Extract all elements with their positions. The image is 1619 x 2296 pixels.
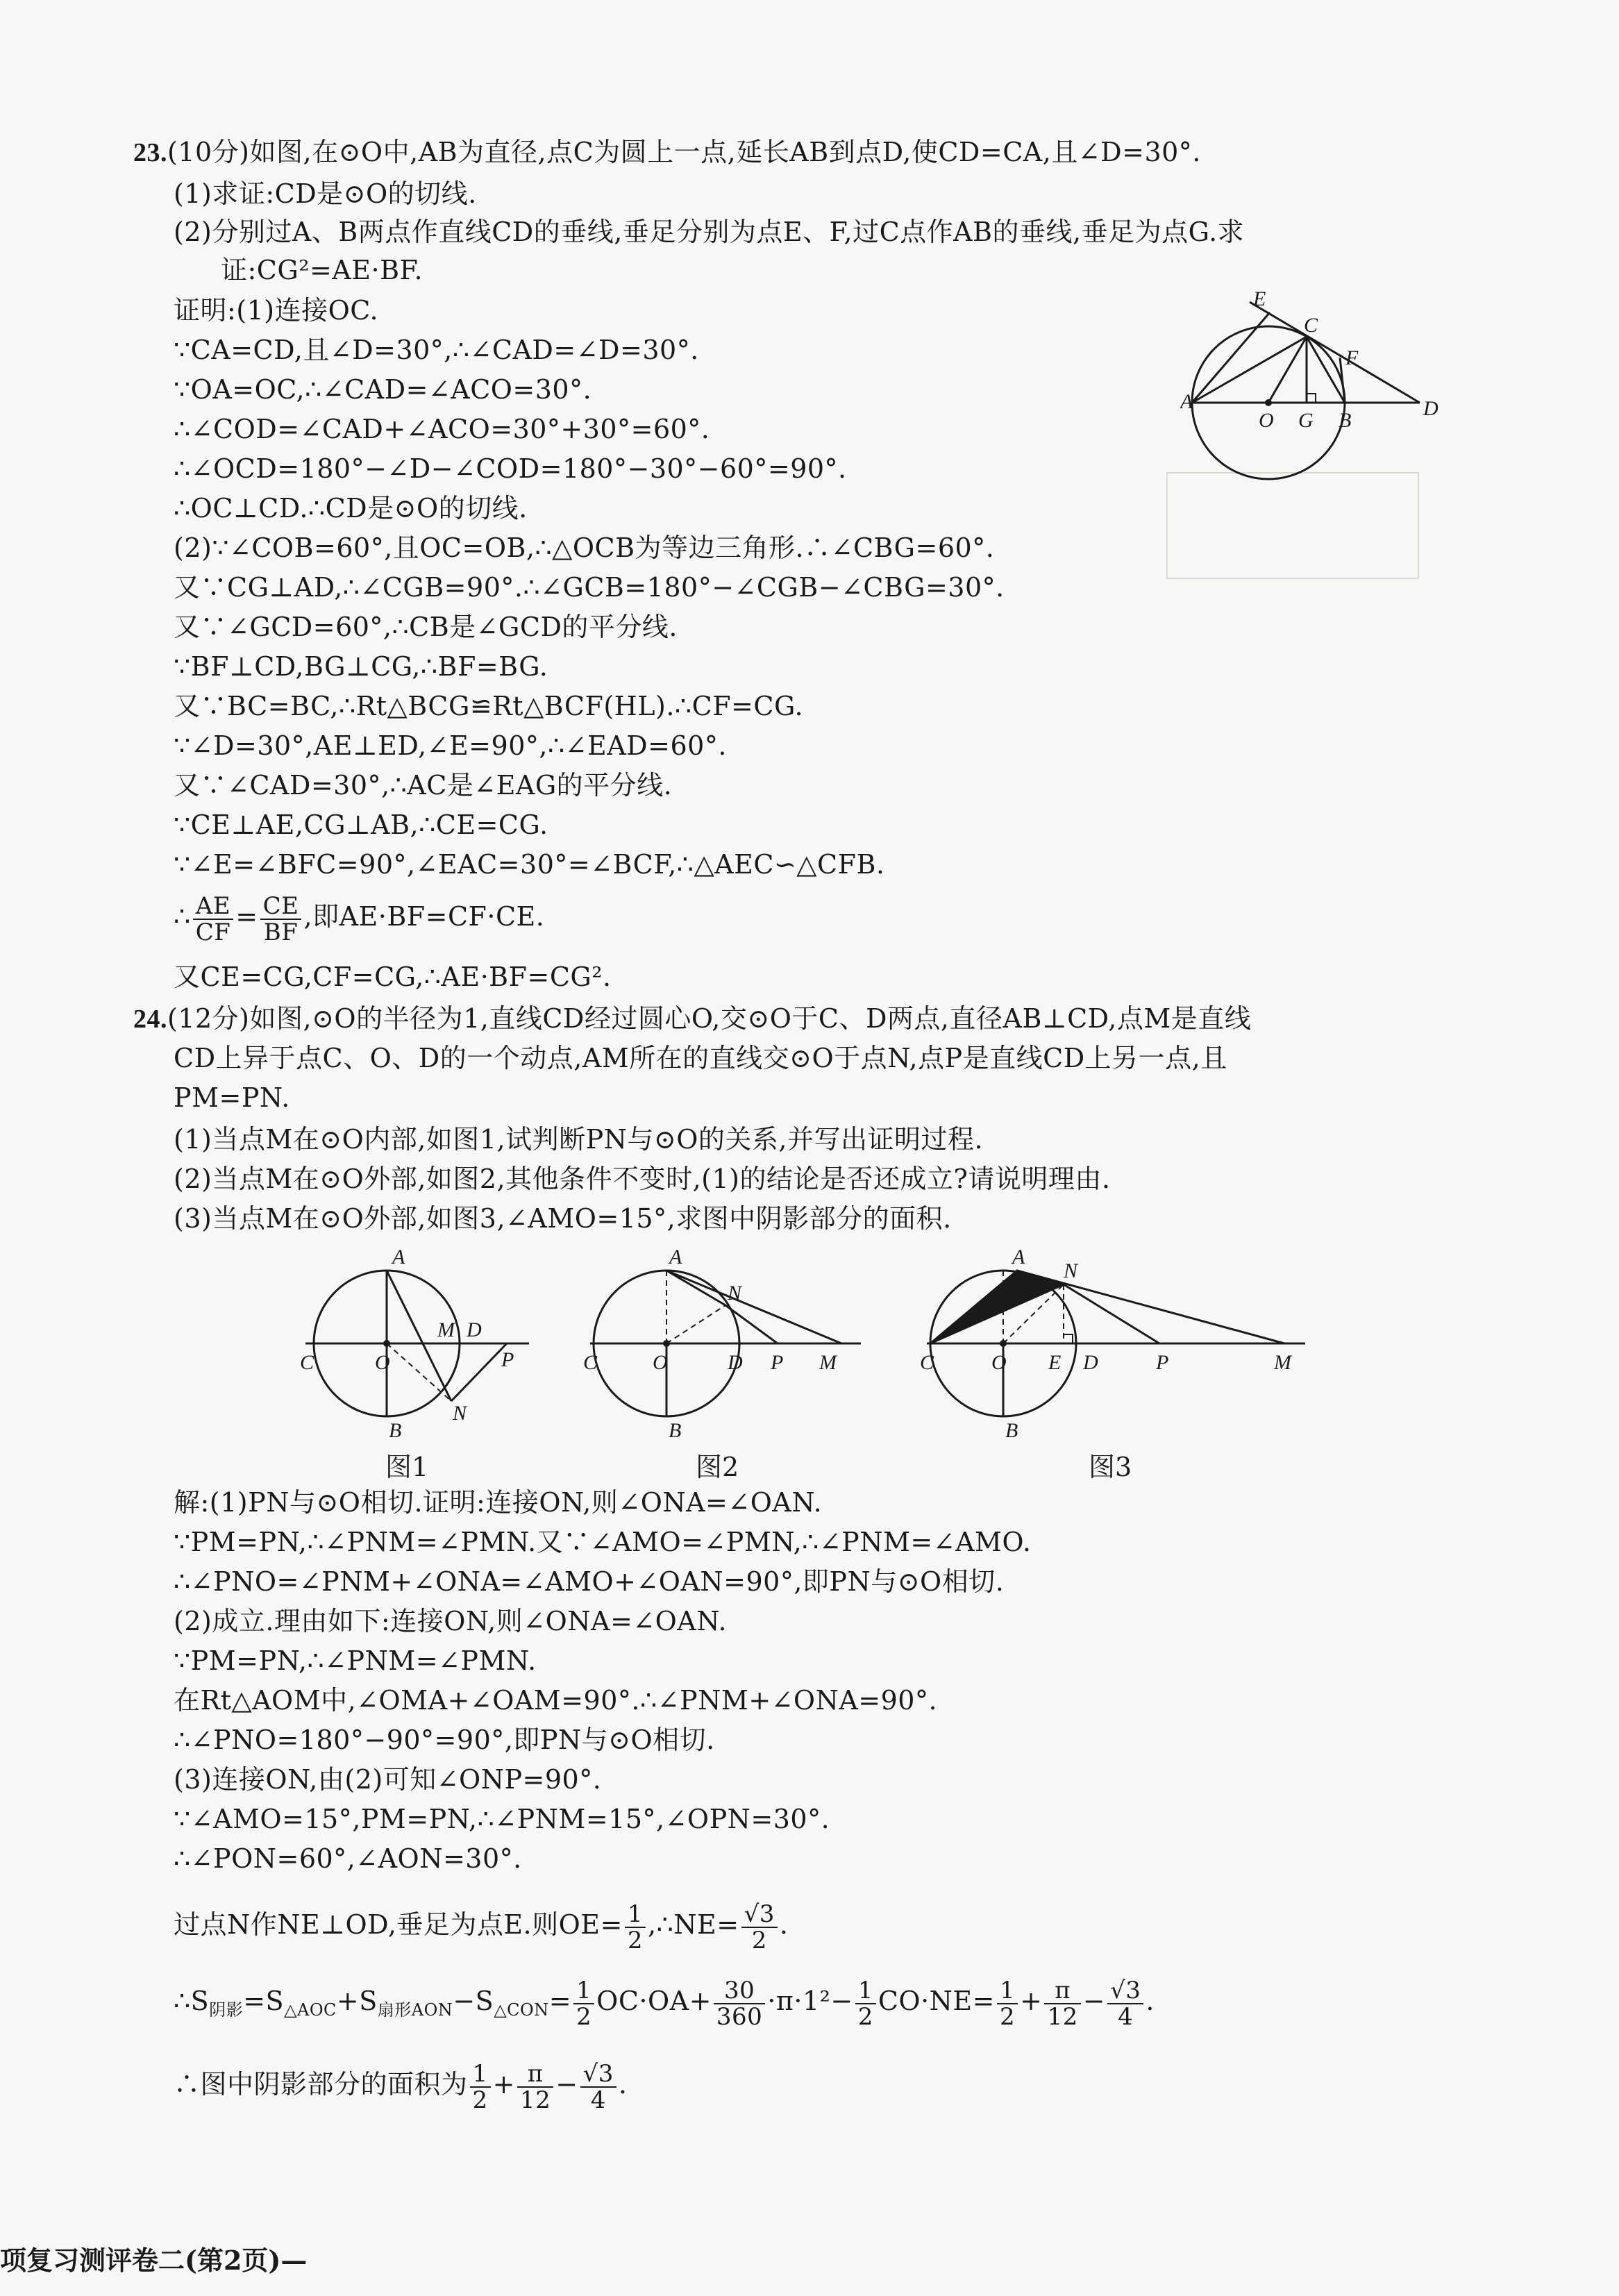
q23-proof-line: 又∵CG⊥AD,∴∠CGB=90°.∴∠GCB=180°−∠CGB−∠CBG=30°. [174, 572, 1005, 603]
q24-stem-line2: CD上异于点C、O、D的一个动点,AM所在的直线交⊙O于点N,点P是直线CD上另一点,且 [174, 1043, 1227, 1073]
q23-proof-line: ∵∠E=∠BFC=90°,∠EAC=30°=∠BCF,∴△AEC∽△CFB. [174, 849, 885, 880]
q23-proof-line: (2)∵∠COB=60°,且OC=OB,∴△OCB为等边三角形.∴∠CBG=60°. [174, 533, 995, 563]
q24-figure-2 [576, 1243, 875, 1451]
q23-ratio-line: ∴ $\frac{AE}{CF}$ = $\frac{CE}{BF}$ ,即AE·BF=CF·CE. [174, 891, 545, 946]
q23-proof-line: ∵CE⊥AE,CG⊥AB,∴CE=CG. [174, 810, 548, 840]
q24-solution-line: ∴∠PNO=∠PNM+∠ONA=∠AMO+∠OAN=90°,即PN与⊙O相切. [174, 1566, 1005, 1597]
q24-stem-line3: PM=PN. [174, 1082, 290, 1113]
q24-solution-line: ∴∠PNO=180°−90°=90°,即PN与⊙O相切. [174, 1725, 715, 1755]
label-b: B [389, 1419, 402, 1442]
q23-proof-line: ∵∠D=30°,AE⊥ED,∠E=90°,∴∠EAD=60°. [174, 730, 727, 761]
q24-ne-line: 过点N作NE⊥OD,垂足为点E.则OE= $\frac{1}{2}$ ,∴NE= $\frac{√3}{2}$ . [174, 1900, 789, 1954]
label-a: A [669, 1246, 682, 1268]
q24-final-answer: ∴图中阴影部分的面积为 $\frac{1}{2}$ + $\frac{\pi}{12}$ − $\frac{√3}{4}$ . [174, 2059, 628, 2114]
label-a: A [1012, 1246, 1025, 1268]
label-o: O [375, 1351, 390, 1374]
q24-figure-3 [909, 1243, 1319, 1451]
fraction-half: $\frac{1}{2}$ [997, 1978, 1018, 2029]
label-b: B [1005, 1419, 1018, 1442]
q23-proof-line: ∴∠OCD=180°−∠D−∠COD=180°−30°−60°=90°. [174, 453, 847, 484]
label-d: D [728, 1351, 743, 1374]
q24-solution-line: 在Rt△AOM中,∠OMA+∠OAM=90°.∴∠PNM+∠ONA=90°. [174, 1685, 938, 1716]
label-a: A [392, 1246, 405, 1268]
q23-proof-line: 又∵∠CAD=30°,∴AC是∠EAG的平分线. [174, 770, 673, 801]
label-n: N [728, 1282, 742, 1305]
fraction-half: $\frac{1}{2}$ [855, 1978, 876, 2029]
label-f: F [1345, 346, 1359, 369]
label-m: M [819, 1351, 837, 1374]
label-p: P [771, 1351, 784, 1374]
q23-proof-line: ∴OC⊥CD.∴CD是⊙O的切线. [174, 493, 528, 523]
label-a: A [1180, 390, 1193, 413]
q23-part2-line2: 证:CG²=AE·BF. [221, 255, 423, 285]
q24-number: 24. [133, 1005, 167, 1034]
q24-solution-line: 解:(1)PN与⊙O相切.证明:连接ON,则∠ONA=∠OAN. [174, 1487, 823, 1518]
q23-part1: (1)求证:CD是⊙O的切线. [174, 178, 477, 209]
label-c: C [920, 1351, 934, 1374]
label-b: B [1339, 409, 1352, 432]
label-c: C [583, 1351, 598, 1374]
label-n: N [453, 1402, 467, 1425]
q23-stem: (10分)如图,在⊙O中,AB为直径,点C为圆上一点,延长AB到点D,使CD=CA,且∠D=30°. [167, 137, 1201, 167]
q24-area-formula: $\therefore S_{阴影}=S_{\triangle AOC}+S_{扇形AON}-S_{\triangle CON}=$ $\frac{1}{2}$ OC·OA+ $\frac{30}{360}$ ·π·1²− $\frac{1}{2}$ CO·NE= $\frac{1}{2}$ + $\frac{\pi}{12}$ − $\frac{√3}{4}$ . [174, 1976, 1155, 2031]
q24-part2: (2)当点M在⊙O外部,如图2,其他条件不变时,(1)的结论是否还成立?请说明理由. [174, 1164, 1111, 1194]
q24-solution-line: ∴∠PON=60°,∠AON=30°. [174, 1843, 522, 1874]
label-p: P [1156, 1351, 1169, 1374]
q24-figure-1 [292, 1243, 542, 1451]
q23-proof-last: 又CE=CG,CF=CG,∴AE·BF=CG². [174, 962, 612, 992]
label-d: D [467, 1318, 482, 1341]
q24-solution-line: ∵PM=PN,∴∠PNM=∠PMN. [174, 1645, 537, 1676]
label-g: G [1298, 409, 1314, 432]
fraction-sqrt3-over-4: $\frac{√3}{4}$ [580, 2061, 616, 2113]
fraction-half: $\frac{1}{2}$ [625, 1902, 646, 1953]
label-d: D [1083, 1351, 1098, 1374]
page-footer: 项复习测评卷二(第2页)— [0, 2245, 308, 2276]
label-d: D [1423, 397, 1438, 420]
q23-proof-line: ∵OA=OC,∴∠CAD=∠ACO=30°. [174, 374, 592, 405]
fraction-sqrt3-over-2: $\frac{√3}{2}$ [741, 1902, 778, 1953]
label-n: N [1064, 1259, 1078, 1282]
q23-proof-line: 证明:(1)连接OC. [174, 295, 379, 326]
fraction-sqrt3-over-4: $\frac{√3}{4}$ [1107, 1978, 1143, 2029]
q23-proof-line: ∵BF⊥CD,BG⊥CG,∴BF=BG. [174, 651, 548, 682]
label-p: P [501, 1348, 514, 1371]
q24-stem: (12分)如图,⊙O的半径为1,直线CD经过圆心O,交⊙O于C、D两点,直径AB⊥CD,点M是直线 [167, 1003, 1252, 1034]
q23-number: 23. [133, 138, 167, 167]
label-o: O [1259, 409, 1274, 432]
q24-solution-line: (3)连接ON,由(2)可知∠ONP=90°. [174, 1764, 602, 1795]
label-m: M [437, 1318, 455, 1341]
q23-proof-line: ∵CA=CD,且∠D=30°,∴∠CAD=∠D=30°. [174, 335, 699, 365]
label-o: O [991, 1351, 1007, 1374]
fraction-ce-bf: $\frac{CE}{BF}$ [260, 894, 302, 945]
q24-part3: (3)当点M在⊙O外部,如图3,∠AMO=15°,求图中阴影部分的面积. [174, 1203, 952, 1234]
label-m: M [1274, 1351, 1291, 1374]
label-e: E [1253, 287, 1266, 310]
fraction-half: $\frac{1}{2}$ [470, 2061, 491, 2113]
figure-3-caption: 图3 [1089, 1452, 1132, 1482]
q23-proof-line: 又∵∠GCD=60°,∴CB是∠GCD的平分线. [174, 612, 678, 642]
label-e: E [1048, 1351, 1062, 1374]
figure-2-caption: 图2 [696, 1452, 739, 1482]
q24-solution-line: ∵PM=PN,∴∠PNM=∠PMN.又∵∠AMO=∠PMN,∴∠PNM=∠AMO. [174, 1527, 1032, 1557]
q23-heading [133, 133, 1201, 171]
fraction-pi-over-12: $\frac{\pi}{12}$ [517, 2061, 553, 2113]
fraction-half: $\frac{1}{2}$ [573, 1978, 594, 2029]
q24-part1: (1)当点M在⊙O内部,如图1,试判断PN与⊙O的关系,并写出证明过程. [174, 1124, 984, 1155]
q24-heading [133, 1000, 1251, 1038]
q23-proof-line: 又∵BC=BC,∴Rt△BCG≌Rt△BCF(HL).∴CF=CG. [174, 691, 804, 721]
label-c: C [300, 1351, 314, 1374]
label-b: B [669, 1419, 682, 1442]
q24-solution-line: (2)成立.理由如下:连接ON,则∠ONA=∠OAN. [174, 1606, 728, 1636]
label-o: O [653, 1351, 668, 1374]
q24-solution-line: ∵∠AMO=15°,PM=PN,∴∠PNM=15°,∠OPN=30°. [174, 1804, 830, 1834]
q23-figure [1180, 285, 1458, 521]
figure-1-caption: 图1 [385, 1452, 429, 1482]
fraction-30-over-360: $\frac{30}{360}$ [714, 1978, 765, 2029]
fraction-pi-over-12: $\frac{\pi}{12}$ [1044, 1978, 1080, 2029]
label-c: C [1304, 314, 1318, 337]
q23-part2-line1: (2)分别过A、B两点作直线CD的垂线,垂足分别为点E、F,过C点作AB的垂线,垂足为点G.求 [174, 217, 1245, 247]
fraction-ae-cf: $\frac{AE}{CF}$ [193, 894, 234, 945]
q23-proof-line: ∴∠COD=∠CAD+∠ACO=30°+30°=60°. [174, 414, 710, 444]
